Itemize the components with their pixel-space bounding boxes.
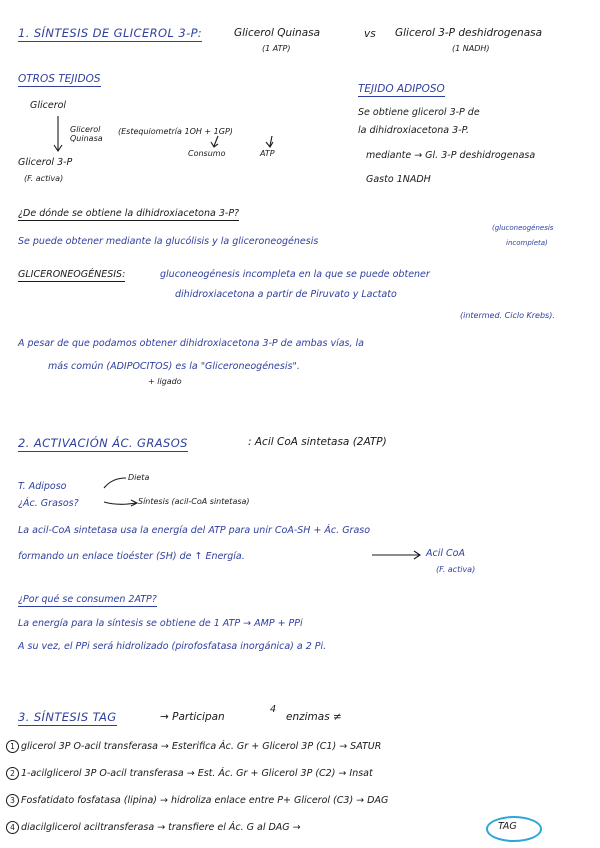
acil-coa-sintetasa-label: : Acil CoA sintetasa (2ATP) <box>248 436 387 448</box>
glicerol-quinasa-label: Glicerol Quinasa <box>234 27 321 39</box>
tag-product: TAG <box>498 821 517 832</box>
dha-answer: Se puede obtener mediante la glucólisis y la gliceroneogénesis <box>18 236 319 247</box>
acil-coa-para-2: formando un enlace tioéster (SH) de ↑ Energía. <box>18 551 245 562</box>
glicerol-substrate: Glicerol <box>30 100 67 111</box>
sintesis-label: Síntesis (acil-CoA sintetasa) <box>138 497 250 506</box>
summary-line-1: A pesar de que podamos obtener dihidroxiacetona 3-P de ambas vías, la <box>18 338 365 349</box>
enzyme-quinasa-label: Quinasa <box>70 134 103 143</box>
versus-label: vs <box>364 28 376 40</box>
glicerol-quinasa-cost: (1 ATP) <box>262 44 291 53</box>
tejido-adiposo-title: TEJIDO ADIPOSO <box>358 83 445 95</box>
section-1-title: 1. SÍNTESIS DE GLICEROL 3-P: <box>18 26 203 40</box>
step-text: diacilglicerol aciltransferasa → transfiere el Ác. G al DAG → <box>21 822 301 833</box>
dieta-label: Dieta <box>128 473 150 482</box>
atp-answer-1: La energía para la síntesis se obtiene de 1 ATP → AMP + PPi <box>18 618 303 629</box>
tejido-adiposo-label: T. Adiposo <box>18 481 67 492</box>
acil-coa-product-note: (F. activa) <box>436 565 476 574</box>
atp-answer-2: A su vez, el PPi será hidrolizado (pirofosfatasa inorgánica) a 2 Pi. <box>18 641 327 652</box>
step-text: 1-acilglicerol 3P O-acil transferasa → Est. Ác. Gr + Glicerol 3P (C2) → Insat <box>21 768 373 779</box>
acil-coa-para-1: La acil-CoA sintetasa usa la energía del ATP para unir CoA-SH + Ác. Graso <box>18 525 371 536</box>
adiposo-line-1: Se obtiene glicerol 3-P de <box>358 107 480 118</box>
dha-answer-note-1: (gluconeogénesis <box>492 224 554 232</box>
step-number: 4 <box>6 821 19 834</box>
glicerol-3p-product: Glicerol 3-P <box>18 157 73 168</box>
adiposo-line-4: Gasto 1NADH <box>366 174 431 185</box>
enzyme-glicerol-label: Glicerol <box>70 125 101 134</box>
step-number: 3 <box>6 794 19 807</box>
estequiometria-note: (Estequiometría 1OH + 1GP) <box>118 127 233 136</box>
forma-activa-note: (F. activa) <box>24 174 64 183</box>
gliceroneogenesis-term: GLICERONEOGÉNESIS: <box>18 269 126 280</box>
dha-question: ¿De dónde se obtiene la dihidroxiacetona 3-P? <box>18 208 240 219</box>
step-text: glicerol 3P O-acil transferasa → Esterifica Ác. Gr + Glicerol 3P (C1) → SATUR <box>21 741 382 752</box>
dha-answer-note-2: incompleta) <box>506 239 548 247</box>
summary-note: + ligado <box>148 377 182 386</box>
section-3-title: 3. SÍNTESIS TAG <box>18 710 117 724</box>
enzimas-label: enzimas ≠ <box>286 711 342 723</box>
section-2-title: 2. ACTIVACIÓN ÁC. GRASOS <box>18 436 188 450</box>
atp-question: ¿Por qué se consumen 2ATP? <box>18 594 157 605</box>
step-number: 1 <box>6 740 19 753</box>
enzyme-count: 4 <box>270 704 277 715</box>
gliceroneogenesis-line-1: gluconeogénesis incompleta en la que se puede obtener <box>160 269 430 280</box>
step-number: 2 <box>6 767 19 780</box>
atp-label: ATP <box>260 149 275 158</box>
acidos-grasos-question: ¿Ác. Grasos? <box>18 498 79 509</box>
consumo-label: Consumo <box>188 149 226 158</box>
adiposo-line-2: la dihidroxiacetona 3-P. <box>358 125 470 136</box>
step-text: Fosfatidato fosfatasa (lipina) → hidroliza enlace entre P+ Glicerol (C3) → DAG <box>21 795 389 806</box>
glicerol-dh-cost: (1 NADH) <box>452 44 490 53</box>
participan-label: → Participan <box>160 711 225 723</box>
adiposo-line-3: mediante → Gl. 3-P deshidrogenasa <box>366 150 536 161</box>
acil-coa-product: Acil CoA <box>426 548 465 559</box>
summary-line-2: más común (ADIPOCITOS) es la "Gliceroneogénesis". <box>48 361 300 372</box>
gliceroneogenesis-line-2: dihidroxiacetona a partir de Piruvato y Lactato <box>175 289 397 300</box>
glicerol-dh-label: Glicerol 3-P deshidrogenasa <box>395 27 543 39</box>
gliceroneogenesis-line-3: (intermed. Ciclo Krebs). <box>460 311 555 320</box>
otros-tejidos-title: OTROS TEJIDOS <box>18 73 101 85</box>
